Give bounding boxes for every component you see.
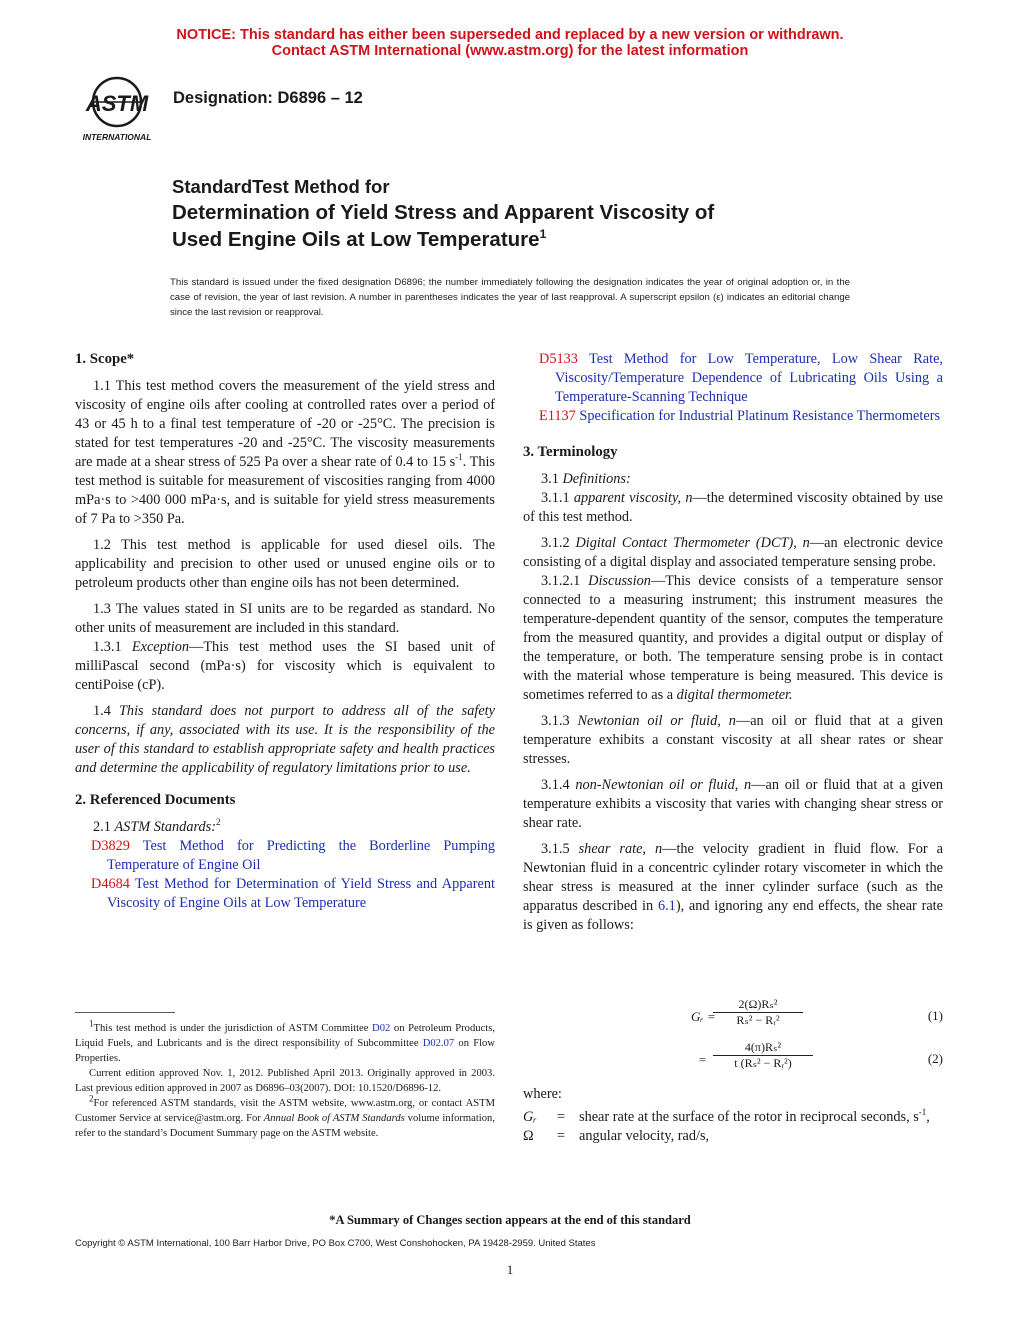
copyright: Copyright © ASTM International, 100 Barr Harbor Drive, PO Box C700, West Conshohocken, PA 19428-2959. United States	[75, 1238, 596, 1249]
def-row: Gᵣ = shear rate at the surface of the rotor in reciprocal seconds, $s^{-1}$,	[523, 1107, 930, 1125]
ref-e1137[interactable]: E1137 Specification for Industrial Platinum Resistance Thermometers	[539, 408, 941, 424]
footnote-2: $^2$For referenced ASTM standards, visit the ASTM website, www.astm.org, or contact ASTM Customer Service at service@astm.org. For Annual Book of ASTM Standards volume information, refer to the standard’s Document Summary page on the ASTM website.	[75, 1093, 495, 1139]
eq2-fraction	[713, 1040, 813, 1071]
para-3-1-5: 3.1.5 shear rate, n—the velocity gradient in fluid flow. For a Newtonian fluid in a concentric cylinder rotary viscometer in which the shear stress is measured at the inner cylinder surface (such as the apparatus described in 6.1), and ignoring any end effects, the shear rate is given as follows:	[523, 841, 944, 933]
para-3-1-2-1: 3.1.2.1 Discussion—This device consists of a temperature sensor connected to a measuring instrument; this instrument measures the temperature-dependent quantity of the sensor, computes the temperature from the measured quantity, and provides a digital output or display of the temperature, or both. The temperature sensing probe is in contact with the material whose temperature is being measured. This device is sometimes referred to as a digital thermometer.	[523, 573, 943, 703]
link-d02[interactable]: D02	[372, 1023, 391, 1034]
ref-d3829[interactable]: D3829 Test Method for Predicting the Borderline Pumping Temperature of Engine Oil	[91, 838, 495, 873]
notice-line-1: NOTICE: This standard has either been superseded and replaced by a new version or withdrawn.	[176, 27, 844, 43]
para-3-1-1: 3.1.1 apparent viscosity, n—the determined viscosity obtained by use of this test method.	[523, 490, 943, 525]
title-line-3: Used Engine Oils at Low Temperature	[172, 228, 540, 251]
ref-d4684[interactable]: D4684 Test Method for Determination of Yield Stress and Apparent Viscosity of Engine Oils at Low Temperature	[91, 876, 495, 911]
title-footnote-mark[interactable]: 1	[539, 227, 547, 242]
eq1-denominator: Rₛ² − Rᵣ²	[736, 1013, 780, 1027]
refdocs-heading: 2. Referenced Documents	[75, 792, 236, 808]
right-column	[523, 350, 943, 942]
footnote-1: $^1$This test method is under the jurisdiction of ASTM Committee D02 on Petroleum Products, Liquid Fuels, and Lubricants and is the direct responsibility of Subcommittee D02.07 on Flow Properties.	[75, 1018, 495, 1064]
para-1-2: 1.2 This test method is applicable for used diesel oils. The applicability and precision to other used or unused engine oils or to petroleum products other than engine oils has not been determined.	[75, 537, 495, 591]
issuance-statement: This standard is issued under the fixed designation D6896; the number immediately following the designation indicates the year of original adoption or, in the case of revision, the year of last revision. A number in parentheses indicates the year of last reapproval. A superscript epsilon (ε) indicates an editorial change since the last revision or reapproval.	[170, 277, 850, 318]
para-3-1-4: 3.1.4 non-Newtonian oil or fluid, n—an oil or fluid that at a given temperature exhibits a viscosity that varies with changing shear stress or shear rate.	[523, 777, 944, 831]
eq1-label: (1)	[927, 1008, 943, 1023]
ref-d5133[interactable]: D5133 Test Method for Low Temperature, Low Shear Rate, Viscosity/Temperature Dependence of Lubricating Oils Using a Temperature-Scanning Technique	[539, 351, 943, 405]
supersede-notice	[0, 27, 1020, 59]
para-1-4: 1.4 This standard does not purport to address all of the safety concerns, if any, associated with its use. It is the responsibility of the user of this standard to establish appropriate safety and health practices and determine the applicability of regulatory limitations prior to use.	[75, 703, 495, 776]
footnote-1-edition: Current edition approved Nov. 1, 2012. Published April 2013. Originally approved in 2003. Last previous edition approved in 2007 as D6896–03(2007). DOI: 10.1520/D6896-12.	[75, 1068, 495, 1094]
link-6-1[interactable]: 6.1	[657, 898, 676, 914]
notice-line-2: Contact ASTM International (www.astm.org) for the latest information	[271, 43, 749, 59]
def-row: Ω = angular velocity, rad/s,	[523, 1128, 710, 1144]
title-line-2: Determination of Yield Stress and Apparent Viscosity of	[172, 201, 715, 224]
page-number: 1	[506, 1262, 514, 1277]
para-1-3: 1.3 The values stated in SI units are to be regarded as standard. No other units of measurement are included in this standard.	[75, 601, 495, 636]
eq1-fraction	[713, 997, 803, 1028]
para-2-1: 2.1 ASTM Standards:$^2$	[93, 817, 221, 835]
link-d02-07[interactable]: D02.07	[422, 1038, 455, 1049]
terminology-heading: 3. Terminology	[523, 444, 618, 460]
summary-of-changes-note: *A Summary of Changes section appears at the end of this standard	[329, 1213, 691, 1227]
logo-text: ASTM	[85, 91, 149, 116]
title-line-1: StandardTest Method for	[172, 176, 390, 197]
eq2-lhs: =	[698, 1052, 707, 1067]
eq1-lhs: Gᵣ =	[691, 1009, 716, 1024]
eq2-denominator: t (Rₛ² − Rᵣ²)	[734, 1056, 792, 1070]
left-column	[75, 350, 495, 913]
where-label: where:	[523, 1086, 562, 1102]
equation-1	[523, 997, 943, 1039]
designation: Designation: D6896 – 12	[173, 89, 363, 107]
para-3-1: 3.1 Definitions:	[541, 471, 631, 487]
para-3-1-2: 3.1.2 Digital Contact Thermometer (DCT), n—an electronic device consisting of a digital display and associated temperature sensing probe.	[523, 535, 943, 570]
para-1-3-1: 1.3.1 Exception—This test method uses the SI based unit of milliPascal second (mPa·s) for viscosity which is equivalent to centiPoise (cP).	[75, 639, 495, 693]
eq2-numerator: 4(π)Rₛ²	[713, 1040, 813, 1056]
document-title	[172, 175, 872, 253]
footnote-divider	[75, 1012, 175, 1013]
footnotes	[75, 1018, 495, 1141]
para-1-1: 1.1 This test method covers the measurement of the yield stress and viscosity of engine oils after cooling at controlled rates over a period of 43 or 45 h to a final test temperature of -20 or -25°C. The precision is stated for test temperatures -20 and -25°C. The viscosity measurements are made at a shear stress of 525 Pa over a shear rate of 0.4 to 15 $s^{-1}$. This test method is suitable for measurement of viscosities ranging from 4000 mPa·s to >400 000 mPa·s, and is suitable for yield stress measurements of 7 Pa to >350 Pa.	[75, 378, 496, 527]
eq1-numerator: 2(Ω)Rₛ²	[713, 997, 803, 1013]
where-definitions	[523, 1085, 943, 1146]
astm-logo	[72, 74, 162, 144]
scope-heading: 1. Scope*	[75, 351, 135, 367]
para-3-1-3: 3.1.3 Newtonian oil or fluid, n—an oil or fluid that at a given temperature exhibits a constant viscosity at all shear rates or shear stresses.	[523, 713, 943, 767]
logo-subtext: INTERNATIONAL	[82, 132, 152, 142]
eq2-label: (2)	[927, 1051, 943, 1066]
equation-2	[523, 1040, 943, 1082]
